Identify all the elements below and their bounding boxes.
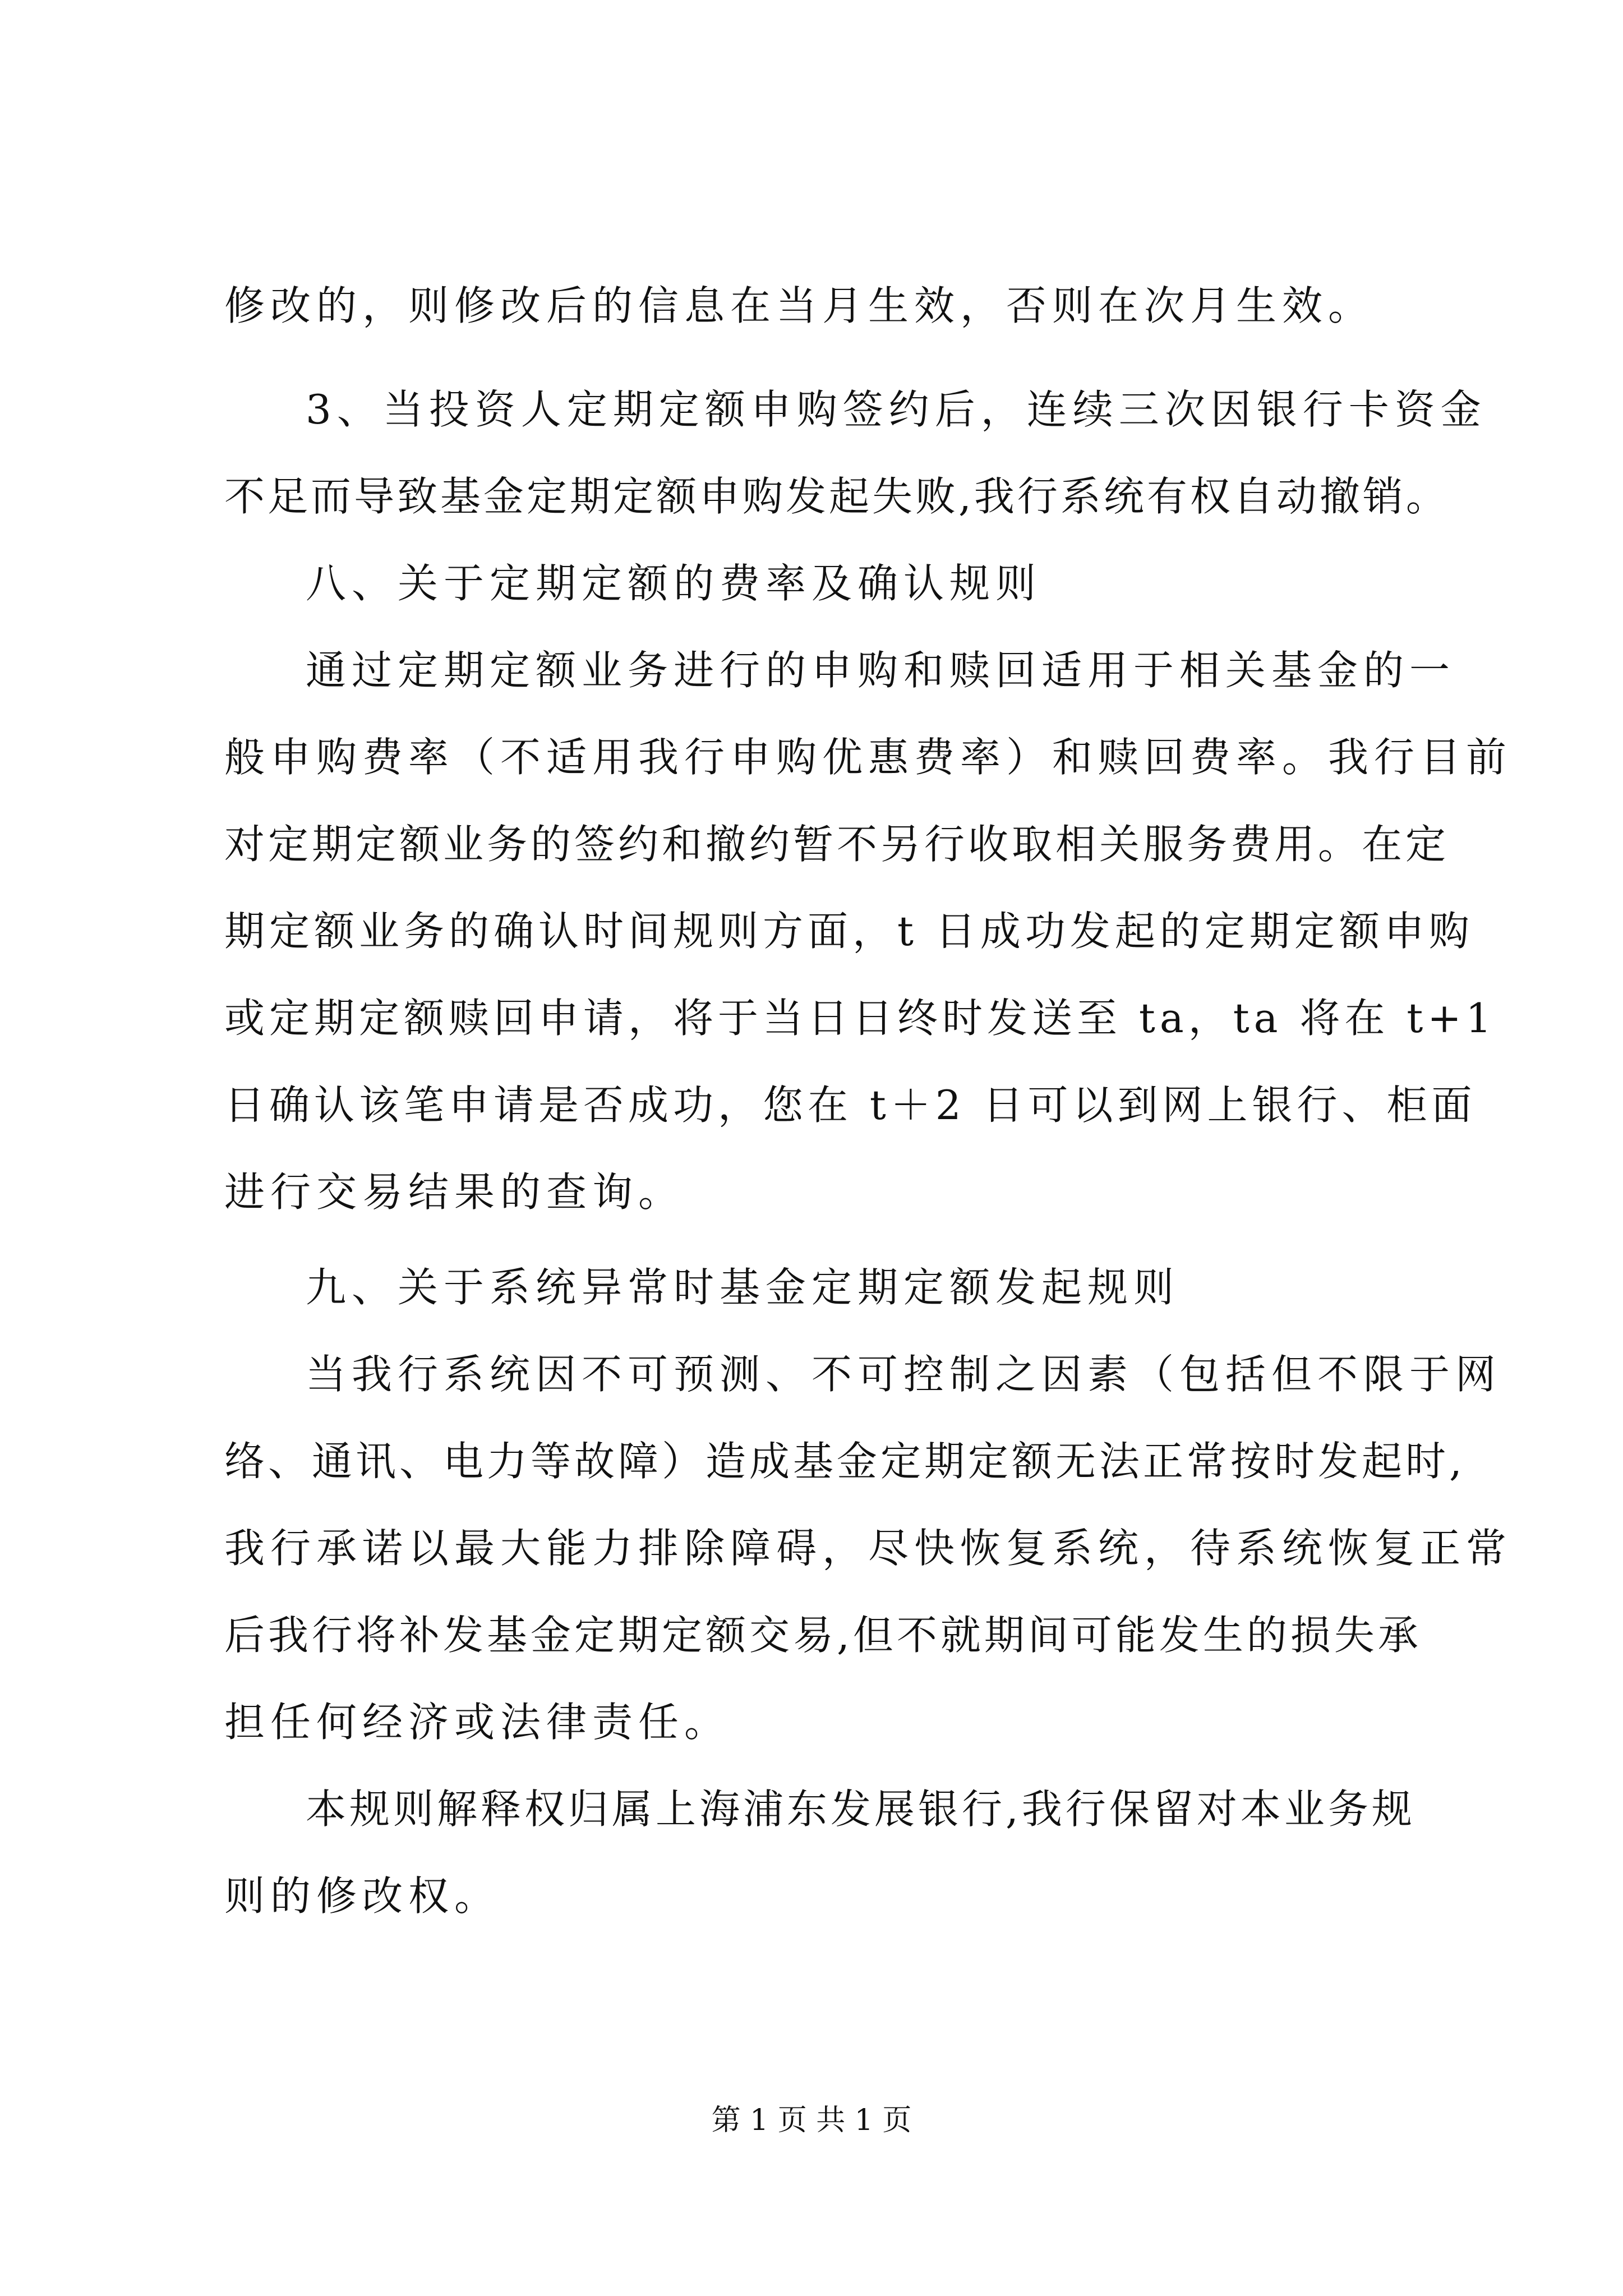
paragraph-line: 对定期定额业务的签约和撤约暂不另行收取相关服务费用。在定 [224, 821, 1450, 868]
page-footer: 第 1 页 共 1 页 [711, 2104, 912, 2137]
paragraph-line: 通过定期定额业务进行的申购和赎回适用于相关基金的一 [306, 647, 1456, 694]
paragraph-line: 络、通讯、电力等故障）造成基金定期定额无法正常按时发起时, [224, 1438, 1465, 1485]
section-heading: 八、关于定期定额的费率及确认规则 [306, 560, 1042, 607]
paragraph-line: 本规则解释权归属上海浦东发展银行,我行保留对本业务规 [306, 1786, 1415, 1833]
paragraph-line: 般申购费率（不适用我行申购优惠费率）和赎回费率。我行目前 [224, 734, 1513, 781]
paragraph-line: 进行交易结果的查询。 [224, 1168, 685, 1216]
paragraph-line: 担任何经济或法律责任。 [224, 1699, 731, 1746]
paragraph-line: 期定额业务的确认时间规则方面，t 日成功发起的定期定额申购 [224, 908, 1474, 955]
section-heading: 九、关于系统异常时基金定期定额发起规则 [306, 1264, 1180, 1311]
paragraph-line: 3、当投资人定期定额申购签约后，连续三次因银行卡资金 [306, 386, 1487, 433]
paragraph-line: 或定期定额赎回申请，将于当日日终时发送至 ta，ta 将在 t+1 [224, 995, 1496, 1042]
paragraph-line: 日确认该笔申请是否成功，您在 t＋2 日可以到网上银行、柜面 [224, 1082, 1477, 1129]
paragraph-line: 不足而导致基金定期定额申购发起失败,我行系统有权自动撤销。 [224, 473, 1449, 520]
paragraph-line: 后我行将补发基金定期定额交易,但不就期间可能发生的损失承 [224, 1612, 1422, 1659]
paragraph-line: 我行承诺以最大能力排除障碍，尽快恢复系统，待系统恢复正常 [224, 1525, 1513, 1572]
paragraph-line: 当我行系统因不可预测、不可控制之因素（包括但不限于网 [306, 1351, 1502, 1398]
paragraph-line: 修改的，则修改后的信息在当月生效，否则在次月生效。 [224, 282, 1375, 329]
paragraph-line: 则的修改权。 [224, 1872, 501, 1920]
